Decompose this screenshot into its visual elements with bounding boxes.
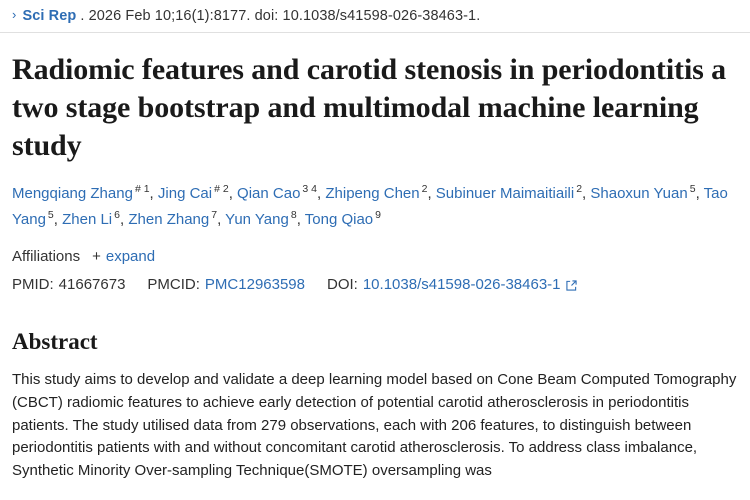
author-affiliation-sup: 5 <box>47 208 54 221</box>
author-affiliation-sup: 2 <box>576 183 583 196</box>
citation-details: . 2026 Feb 10;16(1):8177. doi: 10.1038/s41598-026-38463-1. <box>80 8 481 24</box>
author-item[interactable] <box>158 185 229 202</box>
author-affiliation-sup: 6 <box>114 208 120 221</box>
external-link-icon[interactable] <box>566 280 577 291</box>
author-item[interactable] <box>128 208 218 228</box>
separator: , <box>120 210 129 228</box>
pmid-value: 41667673 <box>58 275 126 293</box>
separator: , <box>217 210 226 228</box>
separator: , <box>317 185 326 203</box>
author-item[interactable] <box>436 185 582 202</box>
separator: , <box>695 185 704 203</box>
pmid-label: PMID: <box>12 275 54 293</box>
plus-icon: + <box>92 247 101 265</box>
pmcid-link[interactable]: PMC12963598 <box>204 275 305 293</box>
author-affiliation-sup: 2 <box>421 183 428 196</box>
header-divider <box>0 32 750 33</box>
author-affiliation-sup: 7 <box>211 208 218 221</box>
expand-label: expand <box>105 247 156 265</box>
pmcid-label: PMCID: <box>147 275 200 293</box>
author-affiliation-sup: 9 <box>375 208 381 221</box>
author-item[interactable] <box>590 185 695 202</box>
author-name[interactable]: Mengqiang Zhang <box>12 185 133 203</box>
affiliations-row <box>12 248 738 265</box>
affiliations-label: Affiliations <box>12 247 81 265</box>
author-item[interactable] <box>225 208 297 228</box>
author-name[interactable]: Zhen Zhang <box>128 210 210 228</box>
author-affiliation-sup: # 2 <box>214 183 229 196</box>
author-name[interactable]: Tong Qiao <box>304 210 374 228</box>
separator: , <box>582 185 591 203</box>
pmcid-block <box>147 276 305 293</box>
abstract-heading: Abstract <box>12 328 98 354</box>
author-name[interactable]: Yun Yang <box>225 210 289 228</box>
author-affiliation-sup: 8 <box>290 208 297 221</box>
author-affiliation-sup: 5 <box>689 183 696 196</box>
separator: , <box>427 185 436 203</box>
author-item[interactable] <box>12 185 150 202</box>
author-name[interactable]: Jing Cai <box>157 185 213 203</box>
author-name[interactable]: Subinuer Maimaitiaili <box>435 185 575 203</box>
doi-block <box>327 276 577 293</box>
author-name[interactable]: Zhen Li <box>62 210 113 228</box>
author-item[interactable] <box>325 185 427 202</box>
doi-label: DOI: <box>327 275 358 293</box>
chevron-right-icon[interactable]: › <box>12 7 17 22</box>
author-name[interactable]: Tao Yang <box>12 185 728 228</box>
author-affiliation-sup: 3 4 <box>302 183 318 196</box>
separator: , <box>228 185 238 203</box>
author-item[interactable] <box>237 185 317 202</box>
doi-link[interactable]: 10.1038/s41598-026-38463-1 <box>362 275 561 293</box>
expand-affiliations-button[interactable] <box>92 248 155 265</box>
separator: , <box>149 185 158 203</box>
citation-line <box>12 0 738 24</box>
author-item[interactable] <box>304 208 381 228</box>
journal-name[interactable]: Sci Rep <box>22 8 77 24</box>
author-item[interactable] <box>62 208 120 228</box>
author-list <box>12 181 738 232</box>
page-title: Radiomic features and carotid stenosis in periodontitis a two stage bootstrap and multimodal machine learning study <box>12 53 727 162</box>
author-name[interactable]: Shaoxun Yuan <box>590 185 688 203</box>
separator: , <box>53 210 63 228</box>
author-affiliation-sup: # 1 <box>134 183 150 196</box>
identifiers-row <box>12 276 738 293</box>
separator: , <box>296 210 305 228</box>
abstract-text: This study aims to develop and validate a deep learning model based on Cone Beam Computed Tomography (CBCT) radiomic features to achieve early detection of potential carotid atherosclerosis in periodontitis patients. The study utilised data from 279 observations, each with 206 features, to distinguish between periodontitis patients with and without concomitant carotid atherosclerosis. To address class imbalance, Synthetic Minority Over-sampling Technique(SMOTE) oversampling was <box>12 370 737 480</box>
pmid-block <box>12 276 125 293</box>
author-name[interactable]: Zhipeng Chen <box>325 185 420 203</box>
author-name[interactable]: Qian Cao <box>237 185 301 203</box>
